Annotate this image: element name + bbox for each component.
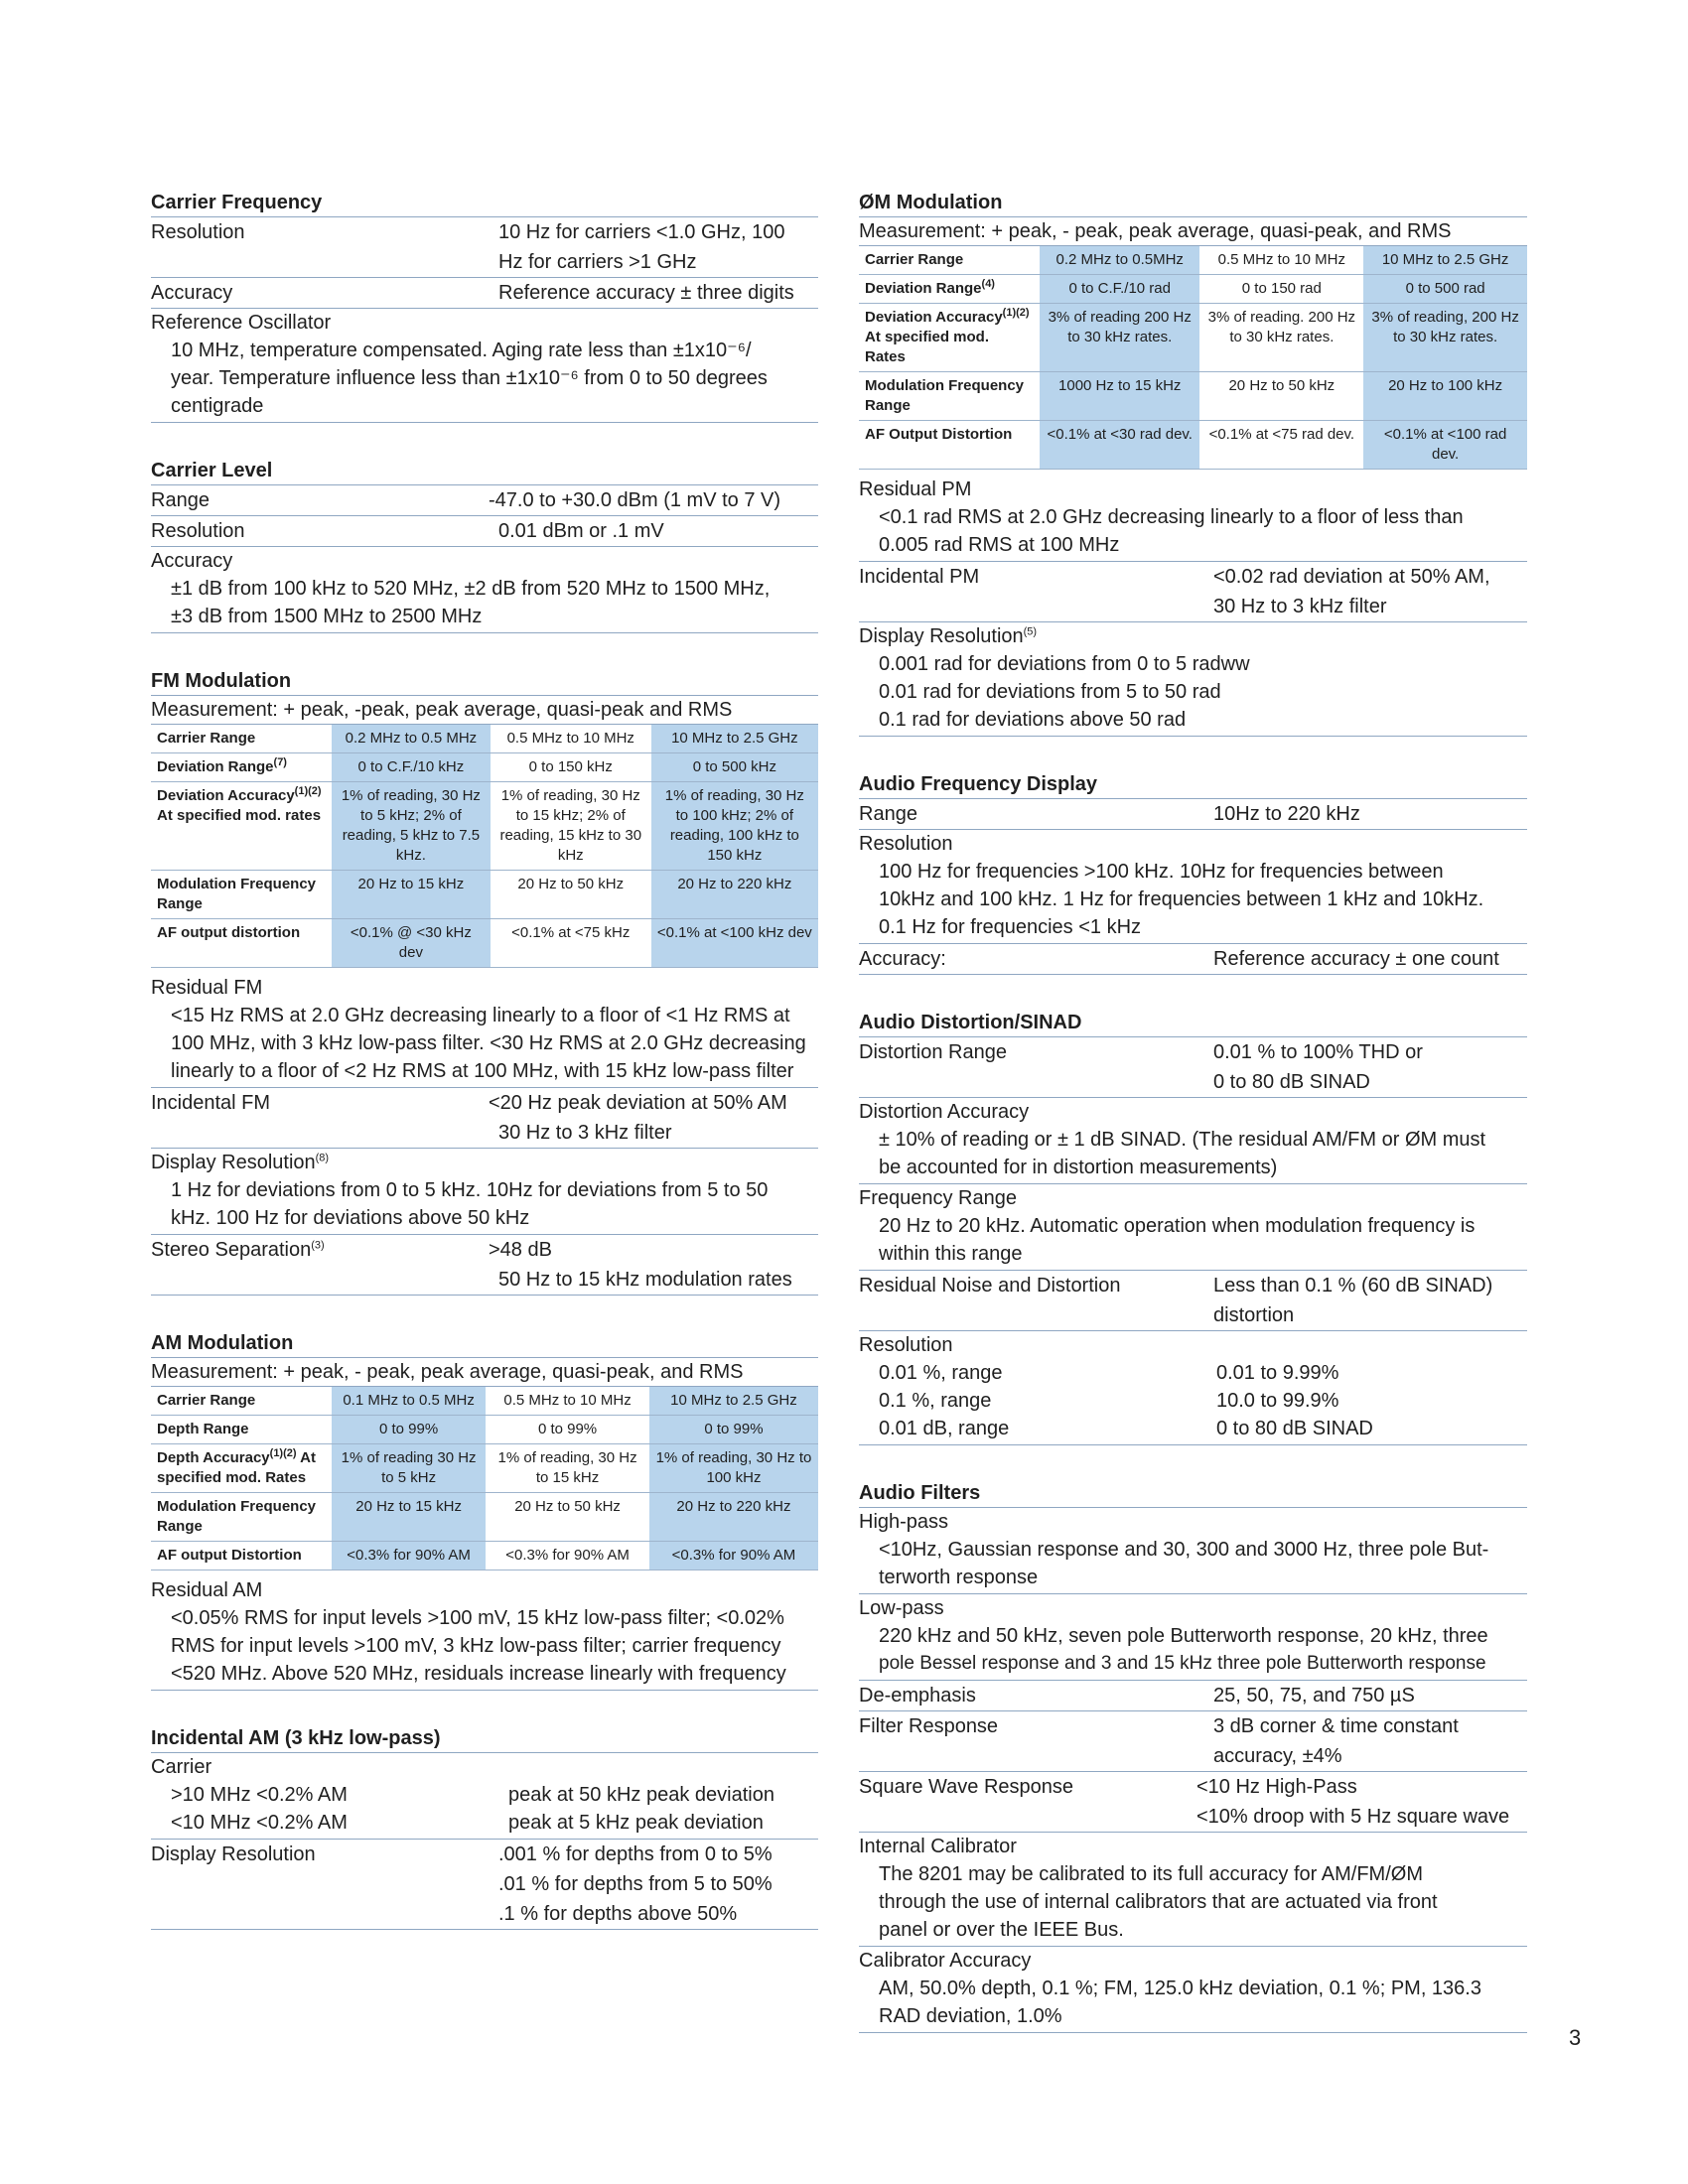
spec-value — [498, 217, 818, 277]
table-cell: <0.1% at <100 rad dev. — [1363, 421, 1527, 470]
footnote-ref: (1)(2) — [1002, 307, 1030, 319]
table-cell: 3% of reading. 200 Hz to 30 kHz rates. — [1199, 304, 1363, 372]
sub-value: 0.01 to 9.99% — [1216, 1362, 1339, 1384]
row-header-text: Deviation Range — [865, 280, 982, 297]
spec-label: Range — [859, 803, 917, 825]
spec-label: Resolution — [859, 1334, 953, 1356]
row-header: Modulation Frequency Range — [151, 871, 332, 919]
table-cell: <0.1% at <75 rad dev. — [1199, 421, 1363, 470]
footnote-ref: (3) — [311, 1239, 325, 1252]
sub-row — [859, 1387, 1527, 1415]
spec-value: 25, 50, 75, and 750 µS — [1213, 1685, 1415, 1706]
row-header-text: Deviation Accuracy — [157, 787, 295, 804]
spec-row — [859, 1037, 1527, 1098]
spec-text — [151, 1604, 818, 1688]
text-line: kHz. 100 Hz for deviations above 50 kHz — [171, 1207, 530, 1229]
row-header: Carrier Range — [151, 1387, 332, 1416]
spec-row — [151, 1235, 818, 1296]
row-header: Carrier Range — [859, 246, 1040, 275]
row-header — [859, 304, 1040, 372]
pm-spec-table — [859, 246, 1527, 470]
text-line: terworth response — [879, 1567, 1039, 1588]
table-row — [151, 871, 818, 919]
row-header — [151, 1444, 332, 1493]
value-line: accuracy, ±4% — [1213, 1745, 1342, 1767]
value-line: <0.02 rad deviation at 50% AM, — [1213, 566, 1490, 588]
text-line: be accounted for in distortion measurements) — [879, 1157, 1278, 1178]
spec-block — [151, 1753, 818, 1840]
section-title: Audio Filters — [859, 1479, 1527, 1508]
spec-block — [859, 830, 1527, 944]
sub-value: peak at 50 kHz peak deviation — [508, 1784, 774, 1806]
spec-label: Residual AM — [151, 1579, 263, 1601]
spec-block — [859, 1508, 1527, 1594]
spec-text — [859, 1536, 1527, 1591]
spec-row — [859, 1772, 1527, 1833]
spec-row — [859, 1681, 1527, 1711]
row-header-text: At specified mod. Rates — [865, 329, 990, 365]
value-line: 50 Hz to 15 kHz modulation rates — [498, 1269, 792, 1291]
spec-label: Residual PM — [859, 478, 972, 500]
section-title: Incidental AM (3 kHz low-pass) — [151, 1724, 818, 1753]
table-row — [151, 1542, 818, 1570]
spec-label: Internal Calibrator — [859, 1836, 1017, 1857]
label-text: Display Resolution — [151, 1152, 316, 1173]
sub-value: peak at 5 kHz peak deviation — [508, 1812, 764, 1834]
section-title: Audio Distortion/SINAD — [859, 1009, 1527, 1037]
spec-row — [859, 1711, 1527, 1772]
text-line: 1 Hz for deviations from 0 to 5 kHz. 10Hz for deviations from 5 to 50 — [171, 1179, 769, 1201]
table-cell: 0 to 150 kHz — [491, 753, 651, 782]
value-line: <10 Hz High-Pass — [1196, 1776, 1357, 1798]
text-line: centigrade — [171, 395, 264, 417]
spec-label: Distortion Accuracy — [859, 1101, 1030, 1123]
sub-row — [859, 1415, 1527, 1442]
row-header-text: At specified mod. Rates — [157, 1449, 316, 1486]
text-line: AM, 50.0% depth, 0.1 %; FM, 125.0 kHz deviation, 0.1 %; PM, 136.3 — [879, 1978, 1481, 1999]
text-line: <0.1 rad RMS at 2.0 GHz decreasing linearly to a floor of less than — [879, 506, 1464, 528]
section-title: FM Modulation — [151, 667, 818, 696]
text-line: RMS for input levels >100 mV, 3 kHz low-pass filter; carrier frequency — [171, 1635, 781, 1657]
spec-value: 10Hz to 220 kHz — [1213, 803, 1360, 825]
spec-value — [489, 1088, 818, 1148]
sub-label: 0.01 dB, range — [879, 1418, 1010, 1439]
spec-block — [859, 1833, 1527, 1947]
text-line: 0.001 rad for deviations from 0 to 5 radww — [879, 653, 1250, 675]
table-cell: 1% of reading, 30 Hz to 15 kHz — [486, 1444, 649, 1493]
spec-text — [859, 650, 1527, 734]
table-row — [859, 372, 1527, 421]
spec-label: Incidental PM — [859, 566, 980, 588]
table-cell: 0 to C.F./10 rad — [1040, 275, 1199, 304]
table-cell: 1% of reading, 30 Hz to 100 kHz; 2% of reading, 100 kHz to 150 kHz — [651, 782, 818, 871]
table-cell: 20 Hz to 220 kHz — [649, 1493, 818, 1542]
text-line: pole Bessel response and 3 and 15 kHz three pole Butterworth response — [879, 1653, 1486, 1674]
section-title: ØM Modulation — [859, 189, 1527, 217]
spec-row — [151, 278, 818, 309]
spec-label: Residual Noise and Distortion — [859, 1275, 1121, 1297]
table-row — [151, 725, 818, 753]
spec-text — [859, 1860, 1527, 1944]
footnote-ref: (1)(2) — [269, 1447, 297, 1459]
row-header — [151, 753, 332, 782]
table-cell: <0.1% at <100 kHz dev — [651, 919, 818, 968]
table-row — [151, 1493, 818, 1542]
spec-text — [859, 1975, 1527, 2030]
row-header — [859, 275, 1040, 304]
spec-text — [859, 1126, 1527, 1181]
spec-label: Display Resolution — [151, 1843, 316, 1865]
text-line: 100 Hz for frequencies >100 kHz. 10Hz for frequencies between — [879, 861, 1444, 883]
spec-text — [859, 1212, 1527, 1268]
spec-text — [859, 1622, 1527, 1678]
sub-value: 10.0 to 99.9% — [1216, 1390, 1339, 1412]
table-cell: <0.1% at <30 rad dev. — [1040, 421, 1199, 470]
table-row — [859, 246, 1527, 275]
row-header — [151, 782, 332, 871]
text-line: 0.1 rad for deviations above 50 rad — [879, 709, 1187, 731]
spec-value — [489, 1235, 818, 1295]
incidental-am-section — [151, 1724, 818, 1930]
spec-label: De-emphasis — [859, 1685, 976, 1706]
table-cell: 20 Hz to 50 kHz — [1199, 372, 1363, 421]
text-line: <15 Hz RMS at 2.0 GHz decreasing linearly to a floor of <1 Hz RMS at — [171, 1005, 790, 1026]
spec-block — [859, 1594, 1527, 1681]
footnote-ref: (7) — [273, 756, 287, 768]
spec-label — [151, 1149, 818, 1176]
table-cell: 0.5 MHz to 10 MHz — [1199, 246, 1363, 275]
spec-value: 0.01 dBm or .1 mV — [498, 520, 664, 542]
table-cell: 1% of reading 30 Hz to 5 kHz — [332, 1444, 486, 1493]
audio-distortion-section — [859, 1009, 1527, 1445]
sub-label: >10 MHz <0.2% AM — [171, 1784, 348, 1806]
section-title: Audio Frequency Display — [859, 770, 1527, 799]
spec-label: Reference Oscillator — [151, 312, 332, 334]
spec-label: Carrier — [151, 1756, 212, 1778]
row-header: Modulation Frequency Range — [151, 1493, 332, 1542]
table-row — [859, 304, 1527, 372]
text-line: ±3 dB from 1500 MHz to 2500 MHz — [171, 606, 483, 627]
am-modulation-section — [151, 1329, 818, 1691]
table-cell: 20 Hz to 15 kHz — [332, 871, 491, 919]
text-line: 220 kHz and 50 kHz, seven pole Butterworth response, 20 kHz, three — [879, 1625, 1488, 1647]
spec-block — [859, 1184, 1527, 1271]
table-row — [151, 782, 818, 871]
value-line: .01 % for depths from 5 to 50% — [498, 1873, 773, 1895]
table-cell: 3% of reading, 200 Hz to 30 kHz rates. — [1363, 304, 1527, 372]
text-line: 0.01 rad for deviations from 5 to 50 rad — [879, 681, 1221, 703]
spec-block — [859, 1098, 1527, 1184]
table-cell: <0.1% @ <30 kHz dev — [332, 919, 491, 968]
spec-value: Reference accuracy ± three digits — [498, 282, 794, 304]
sub-label: 0.01 %, range — [879, 1362, 1003, 1384]
value-line: <20 Hz peak deviation at 50% AM — [489, 1092, 787, 1114]
table-cell: 0 to C.F./10 kHz — [332, 753, 491, 782]
spec-label — [859, 622, 1527, 650]
spec-label: Range — [151, 489, 210, 511]
audio-frequency-display-section — [859, 770, 1527, 975]
spec-block — [859, 622, 1527, 737]
label-text: Display Resolution — [859, 625, 1024, 647]
page-number: 3 — [1569, 2025, 1582, 2050]
spec-row — [859, 944, 1527, 975]
spec-text — [859, 858, 1527, 941]
table-cell: 0 to 99% — [486, 1416, 649, 1444]
footnote-ref: (8) — [315, 1152, 330, 1164]
spec-text — [151, 575, 818, 630]
table-cell: 20 Hz to 50 kHz — [491, 871, 651, 919]
footnote-ref: (1)(2) — [294, 785, 322, 797]
spec-label: Resolution — [151, 221, 245, 243]
text-line: 100 MHz, with 3 kHz low-pass filter. <30 Hz RMS at 2.0 GHz decreasing — [171, 1032, 806, 1054]
table-cell: 0.5 MHz to 10 MHz — [486, 1387, 649, 1416]
section-title: Carrier Level — [151, 457, 818, 485]
text-line: The 8201 may be calibrated to its full accuracy for AM/FM/ØM — [879, 1863, 1423, 1885]
table-row — [151, 1444, 818, 1493]
table-cell: 10 MHz to 2.5 GHz — [651, 725, 818, 753]
spec-label: Incidental FM — [151, 1092, 271, 1114]
table-cell: <0.1% at <75 kHz — [491, 919, 651, 968]
table-cell: <0.3% for 90% AM — [649, 1542, 818, 1570]
text-line: 0.1 Hz for frequencies <1 kHz — [879, 916, 1142, 938]
text-line: 10 MHz, temperature compensated. Aging rate less than ±1x10⁻⁶/ — [171, 340, 752, 361]
left-column — [151, 189, 818, 1964]
carrier-frequency-section — [151, 189, 818, 423]
spec-label: Frequency Range — [859, 1187, 1017, 1209]
fm-spec-table — [151, 725, 818, 968]
value-line: <10% droop with 5 Hz square wave — [1196, 1806, 1510, 1828]
spec-block — [151, 309, 818, 423]
am-spec-table — [151, 1387, 818, 1570]
spec-value — [1196, 1772, 1527, 1832]
sub-row — [151, 1809, 818, 1837]
label-text: Stereo Separation — [151, 1239, 312, 1261]
table-cell: 0 to 99% — [332, 1416, 486, 1444]
fm-modulation-section — [151, 667, 818, 1296]
table-cell: 0.1 MHz to 0.5 MHz — [332, 1387, 486, 1416]
spec-text — [151, 337, 818, 420]
spec-label: Distortion Range — [859, 1041, 1007, 1063]
spec-block — [859, 476, 1527, 562]
spec-value — [1213, 1037, 1527, 1097]
sub-row — [859, 1359, 1527, 1387]
table-cell: 1% of reading, 30 Hz to 100 kHz — [649, 1444, 818, 1493]
spec-row — [859, 1271, 1527, 1331]
spec-text — [151, 1002, 818, 1085]
section-title: Carrier Frequency — [151, 189, 818, 217]
text-line: <10Hz, Gaussian response and 30, 300 and 3000 Hz, three pole But- — [879, 1539, 1489, 1561]
value-line: 0 to 80 dB SINAD — [1213, 1071, 1370, 1093]
value-line: 10 Hz for carriers <1.0 GHz, 100 — [498, 221, 785, 243]
sub-value: 0 to 80 dB SINAD — [1216, 1418, 1373, 1439]
spec-row — [151, 217, 818, 278]
table-cell: 0 to 500 kHz — [651, 753, 818, 782]
row-header-text: Depth Accuracy — [157, 1449, 270, 1466]
spec-label: Residual FM — [151, 977, 263, 999]
text-line: 20 Hz to 20 kHz. Automatic operation when modulation frequency is — [879, 1215, 1476, 1237]
table-cell: 0 to 99% — [649, 1416, 818, 1444]
pm-modulation-section — [859, 189, 1527, 737]
text-line: RAD deviation, 1.0% — [879, 2005, 1062, 2027]
text-line: linearly to a floor of <2 Hz RMS at 100 MHz, with 15 kHz low-pass filter — [171, 1060, 794, 1082]
spec-block — [151, 1576, 818, 1691]
row-header: Carrier Range — [151, 725, 332, 753]
table-cell: 0.2 MHz to 0.5MHz — [1040, 246, 1199, 275]
section-title: AM Modulation — [151, 1329, 818, 1358]
spec-label: Calibrator Accuracy — [859, 1950, 1032, 1972]
spec-label — [151, 1235, 489, 1295]
spec-value: -47.0 to +30.0 dBm (1 mV to 7 V) — [489, 489, 781, 511]
measurement-line: Measurement: + peak, - peak, peak average, quasi-peak, and RMS — [151, 1358, 818, 1387]
row-header: AF output distortion — [151, 919, 332, 968]
table-row — [859, 421, 1527, 470]
value-line: 3 dB corner & time constant — [1213, 1715, 1459, 1737]
table-row — [151, 1416, 818, 1444]
text-line: year. Temperature influence less than ±1x10⁻⁶ from 0 to 50 degrees — [171, 367, 768, 389]
text-line: ± 10% of reading or ± 1 dB SINAD. (The residual AM/FM or ØM must — [879, 1129, 1486, 1151]
footnote-ref: (4) — [981, 278, 995, 290]
right-column — [859, 189, 1527, 2067]
value-line: .1 % for depths above 50% — [498, 1903, 738, 1925]
spec-label: High-pass — [859, 1511, 949, 1533]
row-header: AF Output Distortion — [859, 421, 1040, 470]
text-line: 0.005 rad RMS at 100 MHz — [879, 534, 1120, 556]
text-line: through the use of internal calibrators that are actuated via front — [879, 1891, 1438, 1913]
row-header-text: Deviation Range — [157, 758, 274, 775]
sub-label: <10 MHz <0.2% AM — [171, 1812, 348, 1834]
spec-text — [151, 1176, 818, 1232]
spec-row — [151, 516, 818, 547]
table-row — [859, 275, 1527, 304]
value-line: 30 Hz to 3 kHz filter — [1213, 596, 1387, 617]
value-line: 0.01 % to 100% THD or — [1213, 1041, 1423, 1063]
table-cell: 0 to 500 rad — [1363, 275, 1527, 304]
value-line: .001 % for depths from 0 to 5% — [498, 1843, 773, 1865]
value-line: Less than 0.1 % (60 dB SINAD) — [1213, 1275, 1493, 1297]
text-line: within this range — [879, 1243, 1023, 1265]
row-header-text: At specified mod. rates — [157, 807, 322, 824]
table-row — [151, 919, 818, 968]
measurement-line: Measurement: + peak, - peak, peak average, quasi-peak, and RMS — [859, 217, 1527, 246]
measurement-line: Measurement: + peak, -peak, peak average, quasi-peak and RMS — [151, 696, 818, 725]
spec-text — [859, 503, 1527, 559]
footnote-ref: (5) — [1023, 625, 1038, 638]
table-cell: 10 MHz to 2.5 GHz — [649, 1387, 818, 1416]
spec-value: Reference accuracy ± one count — [1213, 948, 1499, 970]
spec-row — [151, 1088, 818, 1149]
spec-block — [151, 1149, 818, 1235]
spec-value — [1213, 1271, 1527, 1330]
table-cell: 20 Hz to 50 kHz — [486, 1493, 649, 1542]
spec-label: Resolution — [151, 520, 245, 542]
table-cell: 10 MHz to 2.5 GHz — [1363, 246, 1527, 275]
text-line: <520 MHz. Above 520 MHz, residuals increase linearly with frequency — [171, 1663, 786, 1685]
spec-block — [151, 547, 818, 633]
table-cell: 1% of reading, 30 Hz to 5 kHz; 2% of reading, 5 kHz to 7.5 kHz. — [332, 782, 491, 871]
value-line: Hz for carriers >1 GHz — [498, 251, 697, 273]
spec-block — [859, 1331, 1527, 1445]
spec-block — [151, 974, 818, 1088]
text-line: ±1 dB from 100 kHz to 520 MHz, ±2 dB from 520 MHz to 1500 MHz, — [171, 578, 771, 600]
spec-label: Accuracy — [151, 282, 233, 304]
spec-label: Square Wave Response — [859, 1776, 1074, 1798]
value-line: distortion — [1213, 1304, 1295, 1326]
table-cell: 0 to 150 rad — [1199, 275, 1363, 304]
value-line: >48 dB — [489, 1239, 552, 1261]
row-header: Modulation Frequency Range — [859, 372, 1040, 421]
spec-row — [151, 485, 818, 516]
spec-label: Filter Response — [859, 1715, 999, 1737]
spec-row — [859, 799, 1527, 830]
spec-block — [859, 1947, 1527, 2033]
table-cell: 0.2 MHz to 0.5 MHz — [332, 725, 491, 753]
table-cell: 3% of reading 200 Hz to 30 kHz rates. — [1040, 304, 1199, 372]
table-cell: 1000 Hz to 15 kHz — [1040, 372, 1199, 421]
row-header: AF output Distortion — [151, 1542, 332, 1570]
table-cell: <0.3% for 90% AM — [486, 1542, 649, 1570]
row-header: Depth Range — [151, 1416, 332, 1444]
spec-label: Accuracy — [151, 550, 233, 572]
table-cell: 20 Hz to 15 kHz — [332, 1493, 486, 1542]
spec-row — [151, 1840, 818, 1930]
table-row — [151, 753, 818, 782]
table-row — [151, 1387, 818, 1416]
sub-label: 0.1 %, range — [879, 1390, 992, 1412]
carrier-level-section — [151, 457, 818, 633]
table-cell: 1% of reading, 30 Hz to 15 kHz; 2% of reading, 15 kHz to 30 kHz — [491, 782, 651, 871]
spec-label: Low-pass — [859, 1597, 944, 1619]
table-cell: 0.5 MHz to 10 MHz — [491, 725, 651, 753]
text-line: panel or over the IEEE Bus. — [879, 1919, 1124, 1941]
spec-value — [498, 1840, 818, 1929]
text-line: <0.05% RMS for input levels >100 mV, 15 kHz low-pass filter; <0.02% — [171, 1607, 784, 1629]
value-line: 30 Hz to 3 kHz filter — [498, 1122, 672, 1144]
row-header-text: Deviation Accuracy — [865, 309, 1003, 326]
table-cell: 20 Hz to 100 kHz — [1363, 372, 1527, 421]
table-cell: 20 Hz to 220 kHz — [651, 871, 818, 919]
audio-filters-section — [859, 1479, 1527, 2033]
sub-row — [151, 1781, 818, 1809]
text-line: 10kHz and 100 kHz. 1 Hz for frequencies between 1 kHz and 10kHz. — [879, 888, 1484, 910]
spec-row — [859, 562, 1527, 622]
spec-label: Resolution — [859, 833, 953, 855]
table-cell: <0.3% for 90% AM — [332, 1542, 486, 1570]
spec-value — [1213, 1711, 1527, 1771]
spec-label: Accuracy: — [859, 948, 946, 970]
spec-value — [1213, 562, 1527, 621]
